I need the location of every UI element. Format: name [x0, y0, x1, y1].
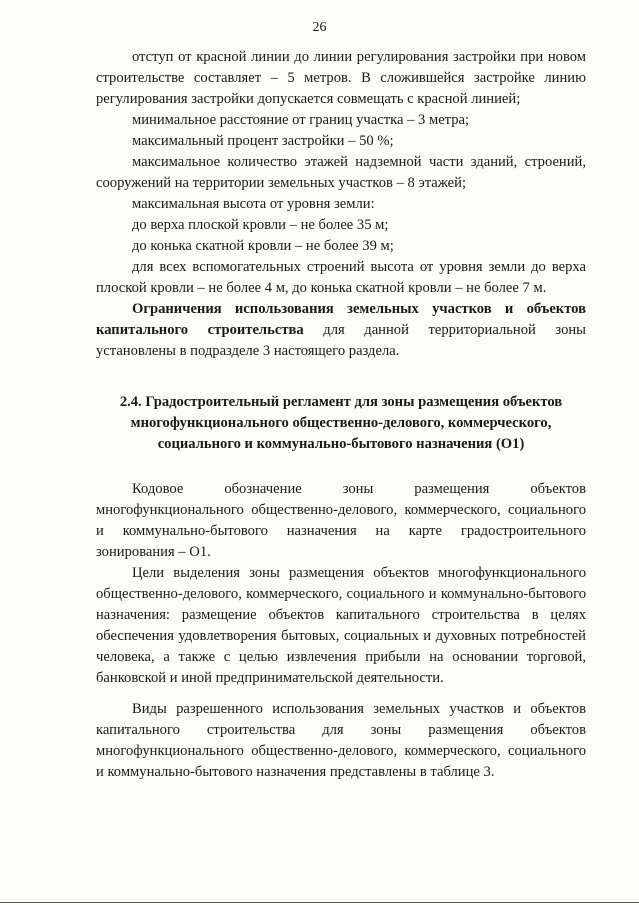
paragraph-setback: отступ от красной линии до линии регулирования застройки при новом строительстве составляет – 5 метров. В сложившейся застройке линию регулирования застройки допускается совмещать с красной линией;	[96, 49, 586, 107]
paragraph-max-height: максимальная высота от уровня земли:	[132, 196, 375, 212]
paragraph-max-coverage: максимальный процент застройки – 50 %;	[132, 133, 394, 149]
paragraph-code-designation: Кодовое обозначение зоны размещения объектов многофункционального общественно-делового, коммерческого, социального и коммунально-бытового назначения на карте градостроительного зонирования – О1.	[96, 481, 586, 560]
paragraph-zone-goals: Цели выделения зоны размещения объектов многофункционального общественно-делового, коммерческого, социального и коммунально-бытового назначения: размещение объектов капитального строительства в целях обеспечения удовлетворения бытовых, социальных и духовных потребностей человека, а также с целью извлечения прибыли на основании торговой, банковской и иной предпринимательской деятельности.	[96, 565, 586, 686]
paragraph-auxiliary-buildings: для всех вспомогательных строений высота от уровня земли до верха плоской кровли – не более 4 м, до конька скатной кровли – не более 7 м.	[96, 259, 586, 296]
paragraph-permitted-uses: Виды разрешенного использования земельных участков и объектов капитального строительства для зоны размещения объектов многофункционального общественно-делового, коммерческого, социального и коммунально-бытового назначения представлены в таблице 3.	[96, 701, 586, 780]
page-number: 26	[312, 20, 327, 35]
paragraph-max-floors: максимальное количество этажей надземной части зданий, строений, сооружений на территории земельных участков – 8 этажей;	[96, 154, 586, 191]
section-heading: 2.4. Градостроительный регламент для зоны размещения объектов многофункционального общественно-делового, коммерческого, социального и коммунально-бытового назначения (О1)	[119, 394, 563, 452]
bottom-rule	[0, 902, 639, 903]
paragraph-restrictions	[96, 299, 586, 362]
restrictions-bold-text: Ограничения использования земельных участков и объектов капитального строительства	[96, 301, 586, 338]
restrictions-rest-text: для данной территориальной зоны установлены в подразделе 3 настоящего раздела.	[96, 322, 586, 359]
paragraph-min-distance: минимальное расстояние от границ участка – 3 метра;	[132, 112, 470, 128]
paragraph-flat-roof: до верха плоской кровли – не более 35 м;	[132, 217, 389, 233]
document-body	[96, 47, 586, 783]
paragraph-pitched-roof: до конька скатной кровли – не более 39 м;	[132, 238, 394, 254]
